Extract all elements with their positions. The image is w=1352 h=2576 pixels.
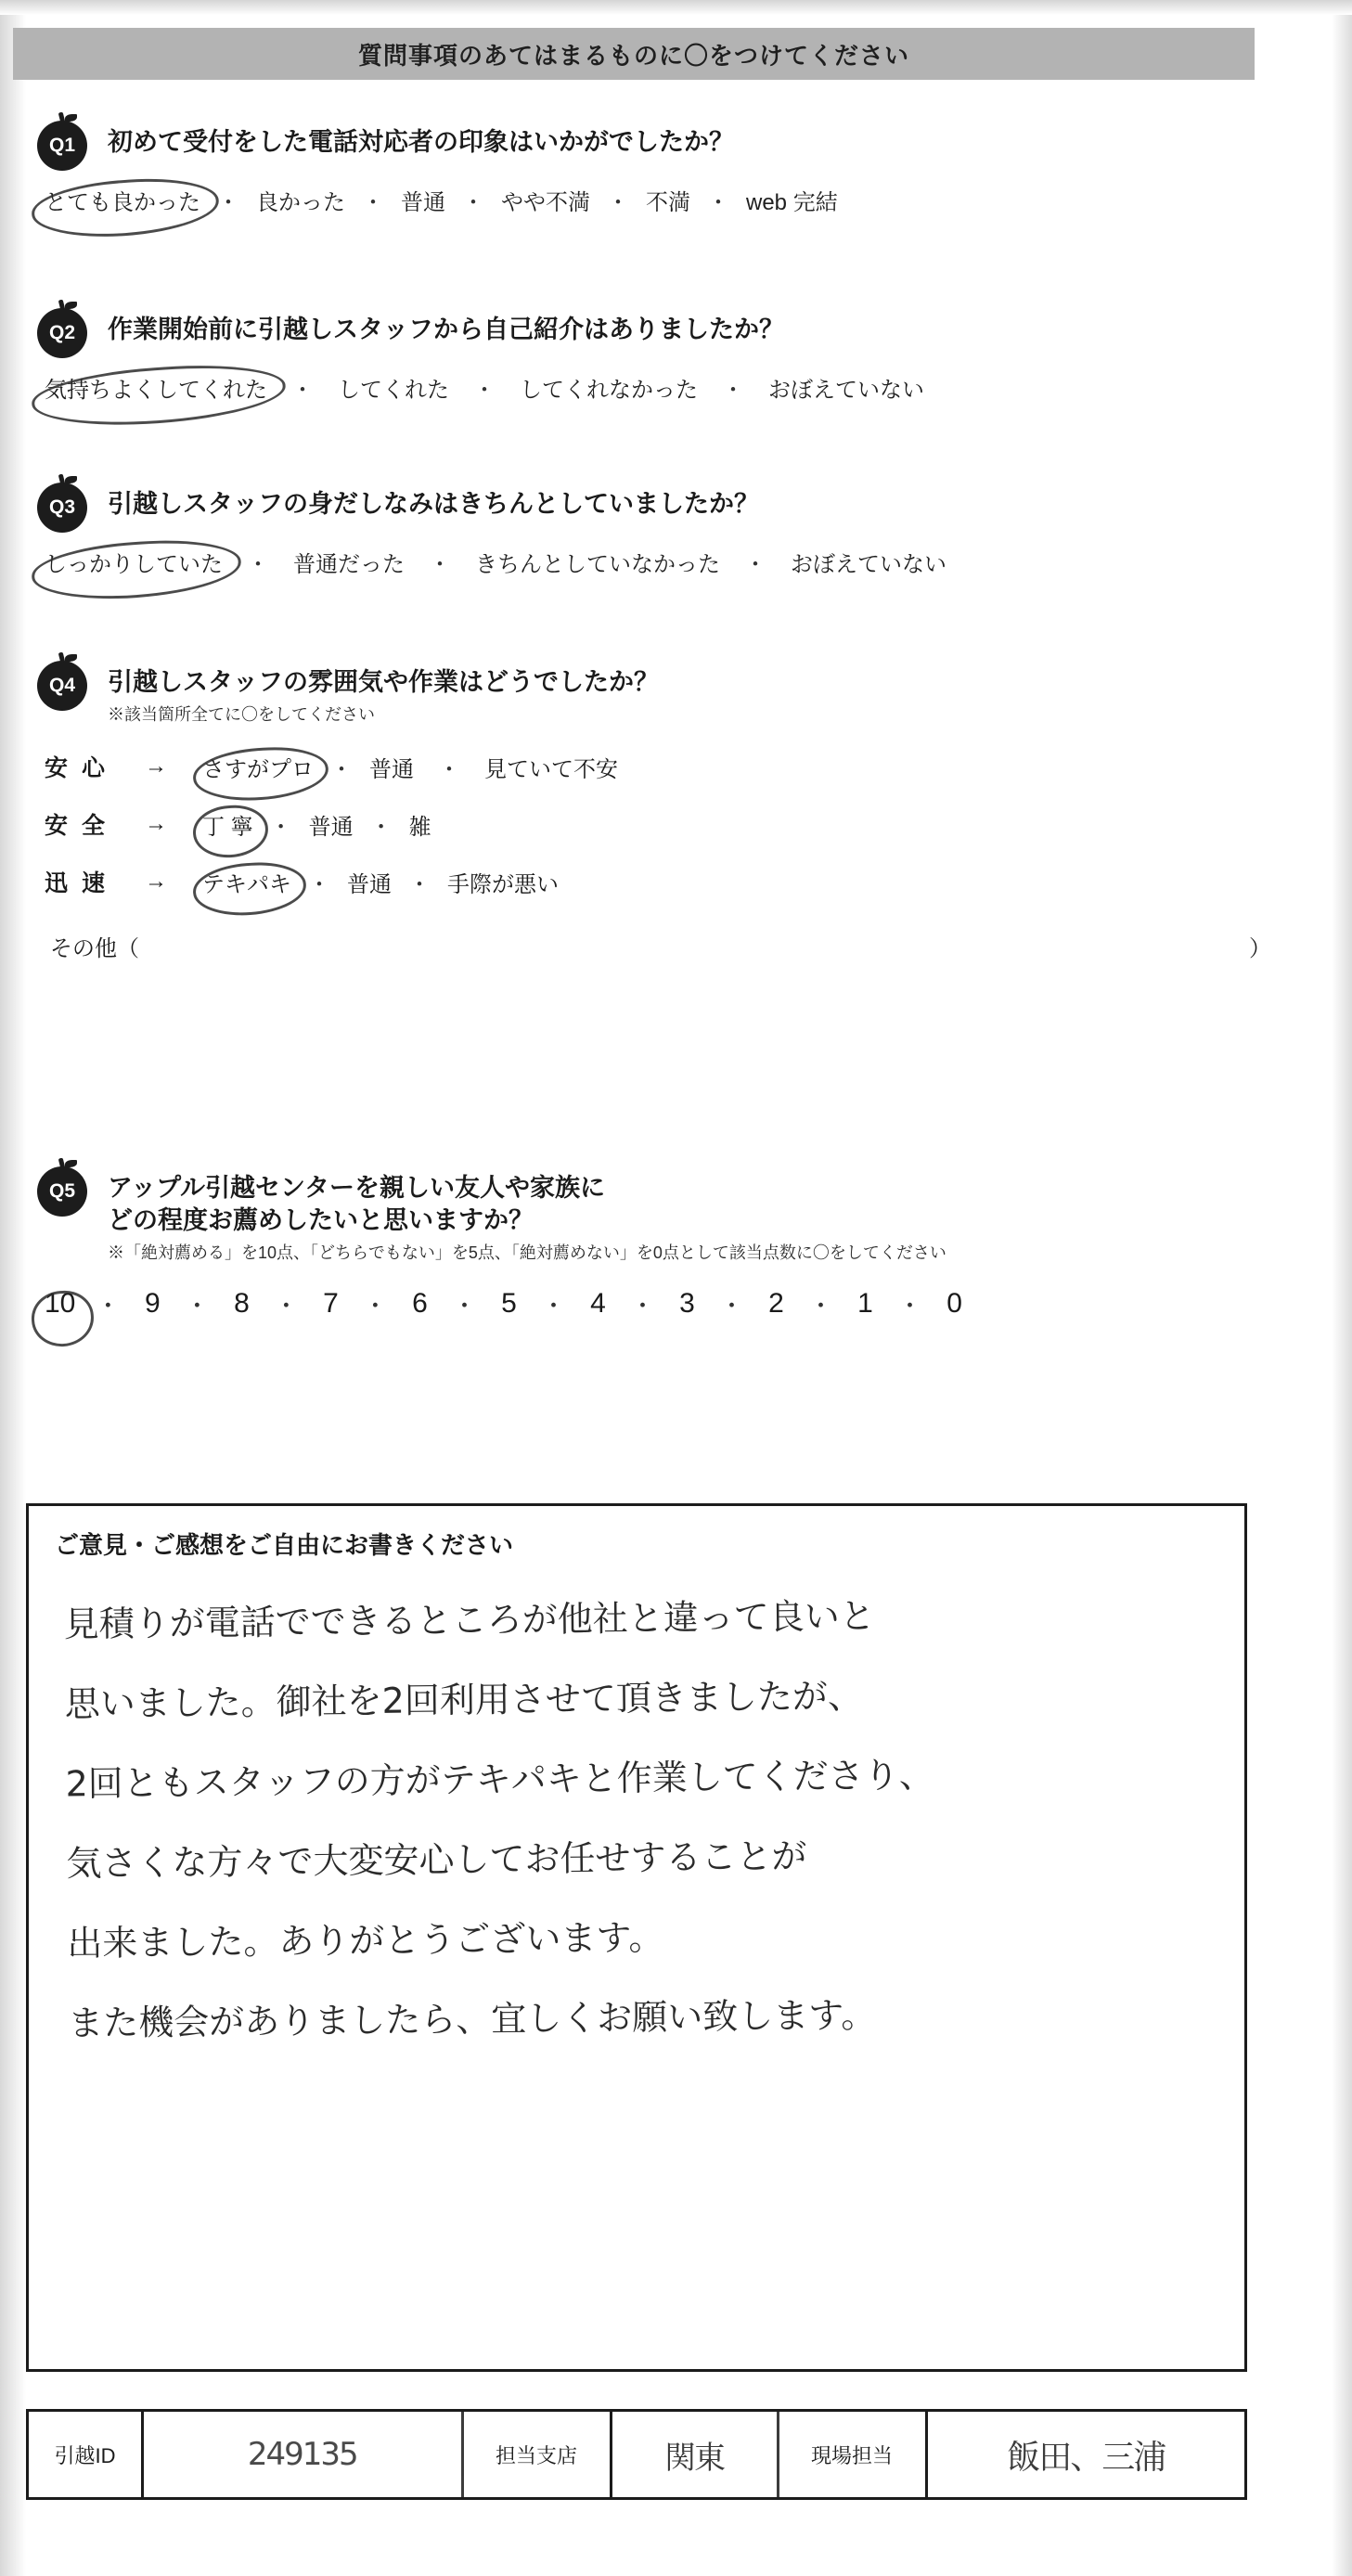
q5-scale-6[interactable]: 6 <box>412 1288 428 1320</box>
q3-sep-0: ・ <box>247 552 269 577</box>
q4-row-2-arrow: → <box>145 869 167 895</box>
q4-row-1-option-1[interactable]: 普通 <box>308 814 354 840</box>
q2-sep-1: ・ <box>473 378 496 403</box>
q1-sep-3: ・ <box>607 190 629 215</box>
q4-row-1-sep-0: ・ <box>269 814 292 840</box>
scan-edge-top <box>0 0 1352 15</box>
q5-scale-4[interactable]: 4 <box>590 1288 606 1320</box>
scan-edge-right <box>1332 0 1352 2576</box>
q2-heading <box>37 306 1271 358</box>
q4-row-2-sep-1: ・ <box>408 871 431 897</box>
q4-row-1-arrow: → <box>145 811 167 837</box>
footer-id-label: 引越ID <box>29 2412 144 2497</box>
q4-other-label: その他（ <box>50 936 139 962</box>
comment-line-1: 見積りが電話でできるところが他社と違って良いと <box>63 1595 875 1645</box>
comment-line-6: また機会がありましたら、宜しくお願い致します。 <box>68 1994 877 2044</box>
q1-option-1[interactable]: 良かった <box>256 190 345 215</box>
comment-line-2: 思いました。御社を2回利用させて頂きましたが、 <box>64 1675 864 1725</box>
q3-text: 引越しスタッフの身だしなみはきちんとしていましたか？ <box>108 490 759 518</box>
q4-row-2-options <box>202 866 559 898</box>
q4-row-0-sep-0: ・ <box>330 756 353 782</box>
q1-heading <box>37 119 1271 171</box>
q1-sep-0: ・ <box>217 190 239 215</box>
q5-sep-8: ・ <box>808 1291 833 1320</box>
question-block-q5 <box>37 1165 1271 1321</box>
footer-staff-value: 飯田、三浦 <box>1007 2438 1165 2477</box>
q4-row-anzen <box>45 807 1271 841</box>
q1-option-2[interactable]: 普通 <box>401 190 445 215</box>
q4-row-1-option-2[interactable]: 雑 <box>408 814 431 840</box>
q2-badge: Q2 <box>37 308 87 358</box>
q5-badge: Q5 <box>37 1166 87 1217</box>
q5-sep-3: ・ <box>363 1291 388 1320</box>
q4-row-2-option-2[interactable]: 手際が悪い <box>447 871 559 897</box>
footer-staff-label: 現場担当 <box>779 2412 928 2497</box>
scan-edge-left <box>0 0 26 2576</box>
q2-option-0[interactable]: 気持ちよくしてくれた <box>45 371 267 404</box>
q5-note: ※「絶対薦める」を10点、「どちらでもない」を5点、「絶対薦めない」を0点として該当点数に〇をしてください <box>108 1243 946 1263</box>
q4-row-0-arrow: → <box>145 753 167 779</box>
q4-row-1-sep-1: ・ <box>369 814 393 840</box>
q4-row-1-label: 安 全 <box>45 813 109 840</box>
question-block-q1 <box>37 119 1271 216</box>
footer-branch-label: 担当支店 <box>464 2412 612 2497</box>
q5-scale-7[interactable]: 7 <box>323 1288 339 1320</box>
footer-branch-value: 関東 <box>612 2412 779 2497</box>
footer-table <box>26 2409 1247 2500</box>
q4-row-anshin <box>45 750 1271 783</box>
q5-sep-9: ・ <box>897 1291 922 1320</box>
q4-row-2-sep-0: ・ <box>308 871 330 897</box>
q4-row-2-option-1[interactable]: 普通 <box>347 871 392 897</box>
q5-scale <box>45 1287 1271 1321</box>
comment-line-4: 気さくな方々で大変安心してお任せすることが <box>66 1835 807 1885</box>
q2-options <box>45 371 1271 404</box>
q3-heading <box>37 481 1271 533</box>
q5-sep-6: ・ <box>630 1291 655 1320</box>
q5-scale-2[interactable]: 2 <box>768 1288 784 1320</box>
q1-sep-2: ・ <box>462 190 484 215</box>
footer-id-value: 249135 <box>144 2412 464 2497</box>
q4-heading <box>37 659 1271 726</box>
q1-sep-1: ・ <box>362 190 384 215</box>
q5-text-line2: どの程度お薦めしたいと思いますか？ <box>108 1206 534 1235</box>
q5-scale-8[interactable]: 8 <box>234 1288 250 1320</box>
question-block-q4 <box>37 659 1271 962</box>
q5-scale-9[interactable]: 9 <box>145 1288 161 1320</box>
q1-option-3[interactable]: やや不満 <box>501 190 590 215</box>
q3-options <box>45 546 1271 578</box>
q4-note: ※該当箇所全てに〇をしてください <box>108 705 375 725</box>
q4-badge: Q4 <box>37 661 87 711</box>
q4-row-2-label: 迅 速 <box>45 870 109 897</box>
q4-row-2-option-0[interactable]: テキパキ <box>202 866 291 898</box>
q5-sep-0: ・ <box>96 1291 121 1320</box>
q3-option-0[interactable]: しっかりしていた <box>45 546 223 578</box>
q5-scale-5[interactable]: 5 <box>501 1288 517 1320</box>
survey-header-bar <box>13 28 1255 80</box>
q1-sep-4: ・ <box>707 190 729 215</box>
q1-options <box>45 184 1271 216</box>
q4-row-0-option-0[interactable]: さすがプロ <box>202 751 314 783</box>
q4-row-0-label: 安 心 <box>45 755 109 782</box>
q4-row-0-option-1[interactable]: 普通 <box>369 756 414 782</box>
q3-option-1[interactable]: 普通だった <box>293 552 405 577</box>
q4-other-close: ） <box>1249 936 1271 962</box>
comment-box <box>26 1503 1247 2372</box>
q2-option-3[interactable]: おぼえていない <box>768 378 924 403</box>
q2-option-2[interactable]: してくれなかった <box>520 378 698 403</box>
q4-row-1-option-0[interactable]: 丁 寧 <box>202 808 253 841</box>
q1-option-4[interactable]: 不満 <box>646 190 690 215</box>
q1-option-5[interactable]: web 完結 <box>746 190 838 215</box>
q4-row-0-option-2[interactable]: 見ていて不安 <box>484 756 618 782</box>
question-block-q2 <box>37 306 1271 404</box>
q5-scale-0[interactable]: 0 <box>946 1288 962 1320</box>
q2-option-1[interactable]: してくれた <box>338 378 449 403</box>
q5-text-line1: アップル引越センターを親しい友人や家族に <box>108 1174 605 1202</box>
q5-text-wrap <box>108 1165 946 1265</box>
q3-option-2[interactable]: きちんとしていなかった <box>475 552 720 577</box>
comment-line-3: 2回ともスタッフの方がテキパキと作業してくださり、 <box>65 1754 934 1805</box>
question-block-q3 <box>37 481 1271 578</box>
q2-sep-0: ・ <box>291 378 314 403</box>
q3-sep-2: ・ <box>744 552 766 577</box>
q4-text: 引越しスタッフの雰囲気や作業はどうでしたか？ <box>108 668 659 696</box>
comment-handwriting[interactable] <box>63 1573 1209 2064</box>
q1-badge: Q1 <box>37 121 87 171</box>
survey-header-title: 質問事項のあてはまるものに〇をつけてください <box>357 41 909 70</box>
q4-row-0-sep-1: ・ <box>438 756 460 782</box>
q1-option-0[interactable]: とても良かった <box>45 184 200 216</box>
q5-sep-7: ・ <box>719 1291 744 1320</box>
comment-box-title: ご意見・ご感想をご自由にお書きください <box>55 1531 514 1559</box>
q4-row-0-options <box>202 751 618 783</box>
q5-heading <box>37 1165 1271 1265</box>
q5-sep-2: ・ <box>274 1291 299 1320</box>
q4-other-row <box>45 930 1271 962</box>
q2-text: 作業開始前に引越しスタッフから自己紹介はありましたか？ <box>108 316 784 343</box>
q4-text-wrap <box>108 659 659 726</box>
q5-sep-4: ・ <box>452 1291 477 1320</box>
q1-text: 初めて受付をした電話対応者の印象はいかがでしたか？ <box>108 128 734 156</box>
q2-sep-2: ・ <box>722 378 744 403</box>
q5-sep-1: ・ <box>185 1291 210 1320</box>
q3-badge: Q3 <box>37 483 87 533</box>
q4-row-jinsoku <box>45 865 1271 898</box>
comment-line-5: 出来ました。ありがとうございます。 <box>67 1916 664 1964</box>
q4-row-1-options <box>202 808 431 841</box>
q5-scale-10[interactable]: 10 <box>45 1288 76 1320</box>
q5-scale-3[interactable]: 3 <box>679 1288 695 1320</box>
q5-scale-1[interactable]: 1 <box>857 1288 873 1320</box>
q3-sep-1: ・ <box>429 552 451 577</box>
q3-option-3[interactable]: おぼえていない <box>791 552 946 577</box>
q5-sep-5: ・ <box>541 1291 566 1320</box>
